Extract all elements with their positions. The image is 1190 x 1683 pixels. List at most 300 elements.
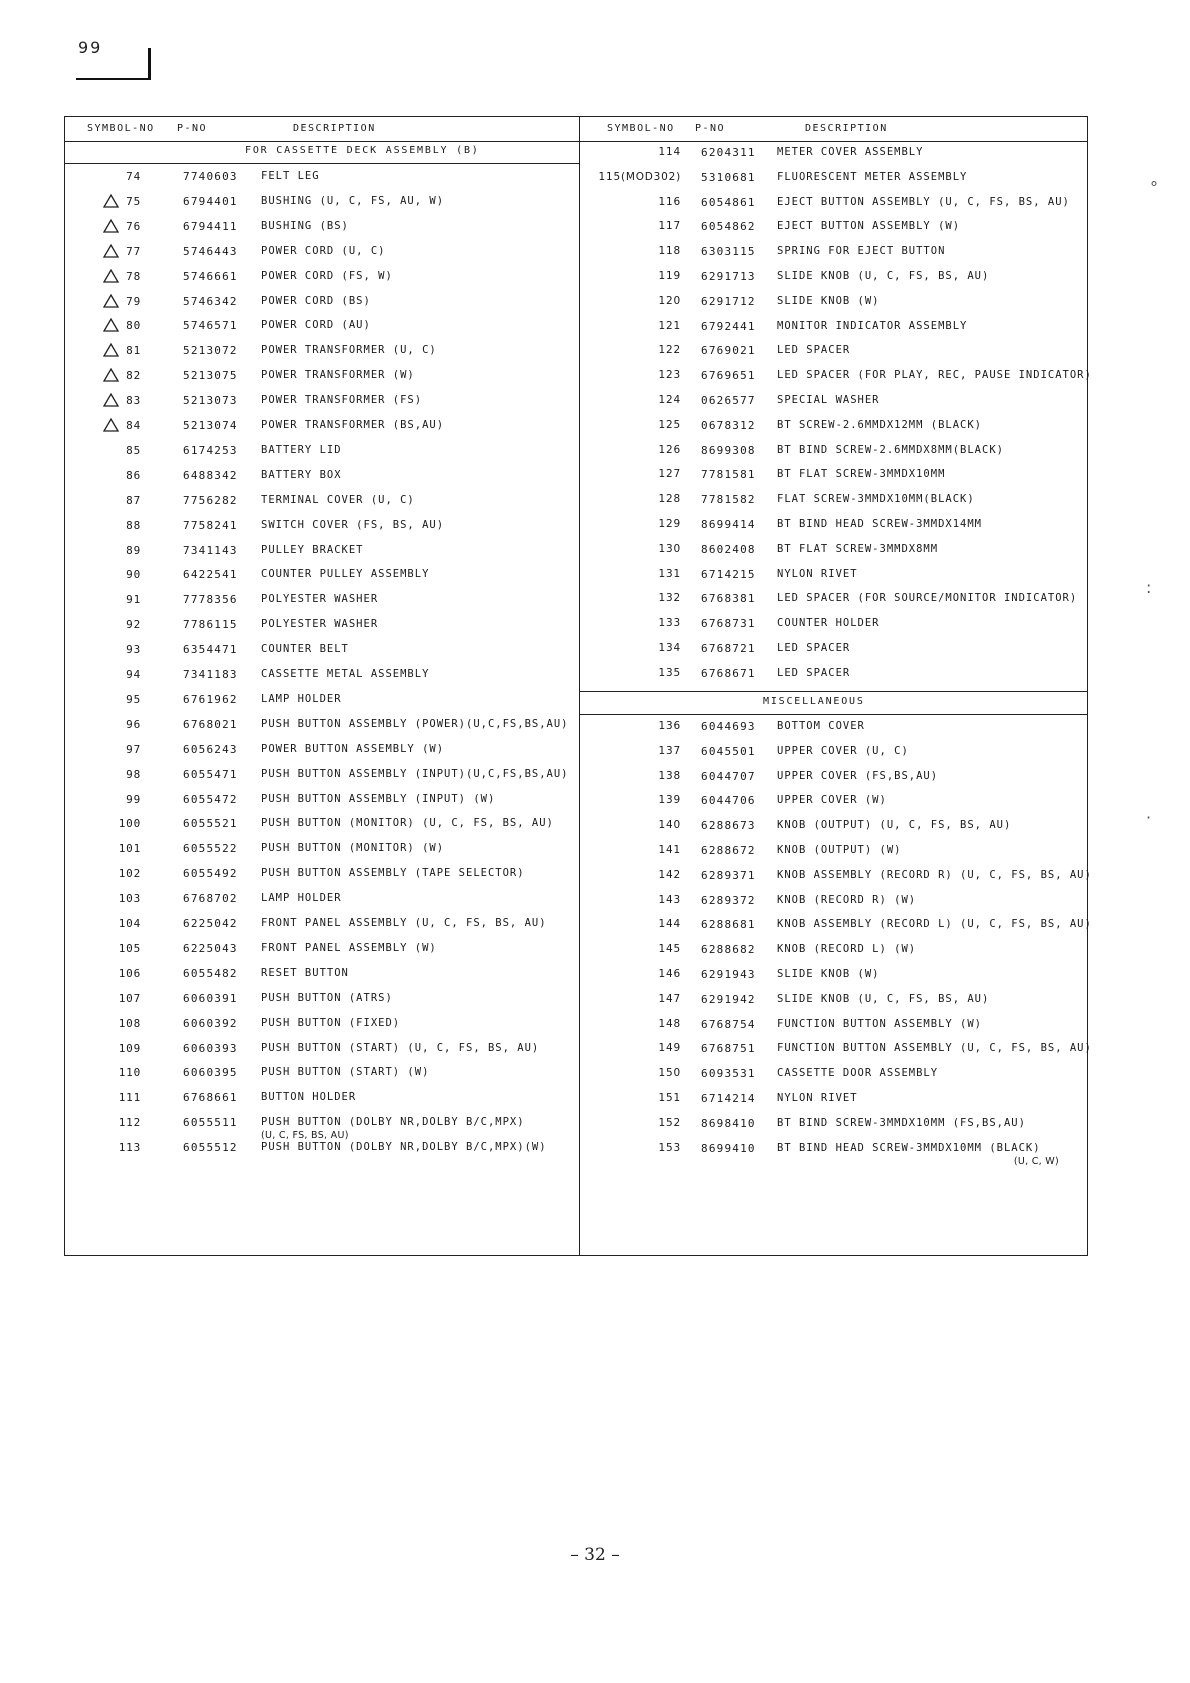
table-row bbox=[65, 790, 579, 812]
table-row bbox=[65, 1138, 579, 1160]
parts-list-table bbox=[64, 116, 1092, 1256]
description-cell: KNOB ASSEMBLY (RECORD R) (U, C, FS, BS, AU) bbox=[777, 868, 1092, 881]
part-number-cell: 6303115 bbox=[701, 245, 756, 259]
description-cell: RESET BUTTON bbox=[261, 966, 349, 979]
table-row bbox=[65, 541, 579, 563]
part-number-cell: 7781581 bbox=[701, 468, 756, 482]
table-row bbox=[65, 665, 579, 687]
left-column bbox=[65, 117, 580, 1255]
table-row bbox=[579, 1039, 1092, 1061]
symbol-no-cell: 152 bbox=[658, 1116, 681, 1129]
part-number-cell: 6794401 bbox=[183, 194, 238, 208]
table-row bbox=[579, 1015, 1087, 1037]
table-row bbox=[65, 914, 579, 936]
description-cell: BATTERY BOX bbox=[261, 468, 342, 481]
symbol-no-cell: 112 bbox=[118, 1116, 141, 1130]
symbol-no-cell: 74 bbox=[126, 170, 141, 183]
description-cell: BATTERY LID bbox=[261, 443, 342, 456]
symbol-no-cell: 139 bbox=[658, 794, 681, 807]
description-cell: LAMP HOLDER bbox=[261, 692, 342, 705]
table-row bbox=[579, 767, 1087, 789]
description-cell: KNOB (RECORD R) (W) bbox=[777, 893, 917, 906]
description-cell: BT FLAT SCREW-3MMDX8MM bbox=[777, 542, 939, 555]
part-number-cell: 5310681 bbox=[701, 170, 756, 184]
symbol-no-cell: 95 bbox=[126, 692, 141, 706]
symbol-no-cell: 129 bbox=[658, 518, 681, 530]
symbol-no-cell: 131 bbox=[658, 567, 681, 580]
part-number-cell: 8699414 bbox=[701, 518, 756, 531]
table-row bbox=[65, 167, 579, 189]
table-row bbox=[65, 441, 579, 463]
description-cell: BT FLAT SCREW-3MMDX10MM bbox=[777, 468, 946, 481]
table-row bbox=[579, 317, 1087, 339]
part-number-cell: 8699410 bbox=[701, 1141, 756, 1155]
description-continuation: (U, C, W) bbox=[1013, 1155, 1059, 1167]
table-row bbox=[579, 515, 1087, 537]
table-row bbox=[65, 242, 579, 264]
part-number-cell: 6794411 bbox=[183, 219, 238, 233]
table-row bbox=[579, 791, 1087, 813]
description-cell: NYLON RIVET bbox=[777, 567, 858, 580]
part-number-cell: 5746661 bbox=[183, 269, 238, 283]
part-number-cell: 6768721 bbox=[701, 642, 756, 655]
table-row bbox=[65, 740, 579, 762]
table-row bbox=[579, 639, 1087, 661]
symbol-no-cell: 104 bbox=[118, 917, 141, 930]
part-number-cell: 6055522 bbox=[183, 842, 238, 856]
table-row bbox=[579, 915, 1092, 937]
table-row bbox=[65, 814, 579, 836]
symbol-no-cell: 111 bbox=[118, 1091, 141, 1105]
corner-bar-horizontal bbox=[76, 78, 150, 80]
symbol-no-cell: 118 bbox=[658, 245, 681, 258]
description-cell: FLUORESCENT METER ASSEMBLY bbox=[777, 170, 968, 183]
symbol-no-cell: 115(MOD302) bbox=[598, 170, 681, 183]
part-number-cell: 6768751 bbox=[701, 1042, 756, 1056]
table-row bbox=[65, 690, 579, 712]
symbol-no-cell: 121 bbox=[658, 319, 681, 332]
part-number-cell: 7341183 bbox=[183, 668, 238, 681]
scan-speck: ° bbox=[1150, 178, 1158, 197]
symbol-no-cell: 84 bbox=[126, 419, 141, 432]
part-number-cell: 7781582 bbox=[701, 493, 756, 507]
description-cell: FUNCTION BUTTON ASSEMBLY (U, C, FS, BS, AU) bbox=[777, 1042, 1092, 1055]
symbol-no-cell: 77 bbox=[126, 244, 141, 258]
table-row bbox=[65, 516, 579, 538]
description-cell: COUNTER PULLEY ASSEMBLY bbox=[261, 568, 430, 581]
description-cell: BT BIND HEAD SCREW-3MMDX14MM bbox=[777, 518, 983, 530]
table-row bbox=[579, 866, 1092, 888]
symbol-no-cell: 141 bbox=[658, 844, 681, 856]
description-cell: BT SCREW-2.6MMDX12MM (BLACK) bbox=[777, 418, 983, 431]
table-row bbox=[65, 715, 579, 737]
part-number-cell: 6060391 bbox=[183, 991, 238, 1005]
symbol-no-cell: 89 bbox=[126, 543, 141, 557]
description-cell: PUSH BUTTON (MONITOR) (W) bbox=[261, 842, 445, 855]
part-number-cell: 6054862 bbox=[701, 220, 756, 234]
table-row bbox=[65, 366, 579, 388]
description-cell: LED SPACER bbox=[777, 642, 851, 654]
part-number-cell: 6769651 bbox=[701, 369, 756, 383]
table-row bbox=[65, 192, 579, 214]
description-cell: NYLON RIVET bbox=[777, 1092, 858, 1104]
part-number-cell: 7756282 bbox=[183, 493, 238, 507]
symbol-no-cell: 130 bbox=[658, 542, 681, 555]
table-row bbox=[65, 939, 579, 961]
header-symbol-no: SYMBOL-NO bbox=[87, 123, 155, 134]
symbol-no-cell: 122 bbox=[658, 344, 681, 357]
corner-page-code: 99 bbox=[78, 38, 103, 57]
symbol-no-cell: 87 bbox=[126, 493, 141, 507]
description-cell: PUSH BUTTON (DOLBY NR,DOLBY B/C,MPX)(W) bbox=[261, 1141, 547, 1154]
part-number-cell: 6768754 bbox=[701, 1017, 756, 1031]
description-cell: BOTTOM COVER bbox=[777, 720, 865, 732]
table-row bbox=[579, 465, 1087, 487]
table-row bbox=[579, 717, 1087, 739]
header-description: DESCRIPTION bbox=[293, 123, 376, 134]
symbol-no-cell: 90 bbox=[126, 568, 141, 582]
symbol-no-cell: 100 bbox=[118, 817, 141, 831]
description-cell: SLIDE KNOB (W) bbox=[777, 968, 880, 980]
table-row bbox=[579, 891, 1087, 913]
part-number-cell: 6044707 bbox=[701, 769, 756, 783]
symbol-no-cell: 93 bbox=[126, 643, 141, 657]
symbol-no-cell: 109 bbox=[118, 1041, 141, 1055]
part-number-cell: 8698410 bbox=[701, 1116, 756, 1130]
symbol-no-cell: 91 bbox=[126, 593, 141, 607]
symbol-no-cell: 88 bbox=[126, 518, 141, 532]
part-number-cell: 5213073 bbox=[183, 394, 238, 408]
description-cell: SLIDE KNOB (W) bbox=[777, 294, 880, 307]
scan-speck: · bbox=[1146, 808, 1152, 827]
symbol-no-cell: 117 bbox=[658, 220, 681, 233]
description-cell: POWER BUTTON ASSEMBLY (W) bbox=[261, 742, 445, 755]
symbol-no-cell: 140 bbox=[658, 819, 681, 832]
description-cell: EJECT BUTTON ASSEMBLY (U, C, FS, BS, AU) bbox=[777, 195, 1070, 208]
part-number-cell: 5746443 bbox=[183, 244, 238, 258]
symbol-no-cell: 138 bbox=[658, 769, 681, 782]
description-cell: PUSH BUTTON ASSEMBLY (INPUT)(U,C,FS,BS,AU) bbox=[261, 767, 569, 780]
table-row bbox=[579, 366, 1092, 388]
part-number-cell: 6289372 bbox=[701, 893, 756, 907]
description-cell: SPECIAL WASHER bbox=[777, 394, 880, 406]
description-cell: FLAT SCREW-3MMDX10MM(BLACK) bbox=[777, 493, 975, 506]
table-row bbox=[579, 940, 1087, 962]
section-title: MISCELLANEOUS bbox=[763, 696, 865, 707]
description-cell: UPPER COVER (FS,BS,AU) bbox=[777, 769, 939, 782]
description-cell: LED SPACER bbox=[777, 666, 851, 679]
part-number-cell: 6060392 bbox=[183, 1016, 238, 1030]
description-cell: PUSH BUTTON (ATRS) bbox=[261, 991, 393, 1004]
description-cell: KNOB (RECORD L) (W) bbox=[777, 943, 917, 956]
description-cell: PUSH BUTTON (FIXED) bbox=[261, 1016, 401, 1029]
header-description: DESCRIPTION bbox=[805, 123, 888, 134]
symbol-no-cell: 102 bbox=[118, 867, 141, 881]
symbol-no-cell: 120 bbox=[658, 294, 681, 307]
symbol-no-cell: 107 bbox=[118, 991, 141, 1005]
description-cell: LED SPACER bbox=[777, 344, 851, 357]
part-number-cell: 6055521 bbox=[183, 817, 238, 831]
description-cell: TERMINAL COVER (U, C) bbox=[261, 493, 415, 506]
description-cell: BUTTON HOLDER bbox=[261, 1091, 357, 1104]
description-cell: PUSH BUTTON (START) (W) bbox=[261, 1066, 430, 1079]
part-number-cell: 6060395 bbox=[183, 1066, 238, 1080]
description-cell: FELT LEG bbox=[261, 170, 320, 182]
symbol-no-cell: 146 bbox=[658, 968, 681, 980]
part-number-cell: 6354471 bbox=[183, 643, 238, 657]
table-row bbox=[579, 1064, 1087, 1086]
symbol-no-cell: 137 bbox=[658, 744, 681, 757]
table-row bbox=[65, 889, 579, 911]
part-number-cell: 6288682 bbox=[701, 943, 756, 957]
table-row bbox=[579, 391, 1087, 413]
table-row bbox=[579, 416, 1087, 438]
symbol-no-cell: 135 bbox=[658, 666, 681, 679]
symbol-no-cell: 94 bbox=[126, 668, 141, 681]
description-cell: BT BIND HEAD SCREW-3MMDX10MM (BLACK) bbox=[777, 1141, 1041, 1154]
table-row bbox=[579, 242, 1087, 264]
description-cell: PUSH BUTTON ASSEMBLY (POWER)(U,C,FS,BS,AU) bbox=[261, 717, 569, 730]
table-row bbox=[579, 965, 1087, 987]
symbol-no-cell: 132 bbox=[658, 592, 681, 605]
part-number-cell: 6768702 bbox=[183, 892, 238, 906]
part-number-cell: 0678312 bbox=[701, 418, 756, 432]
description-cell: POWER CORD (U, C) bbox=[261, 244, 386, 257]
symbol-no-cell: 125 bbox=[658, 418, 681, 431]
description-cell: MONITOR INDICATOR ASSEMBLY bbox=[777, 319, 968, 332]
description-cell: LAMP HOLDER bbox=[261, 892, 342, 905]
part-number-cell: 0626577 bbox=[701, 394, 756, 407]
symbol-no-cell: 147 bbox=[658, 992, 681, 1005]
part-number-cell: 6055492 bbox=[183, 867, 238, 881]
part-number-cell: 6055471 bbox=[183, 767, 238, 781]
part-number-cell: 6288673 bbox=[701, 819, 756, 833]
scan-speck: : bbox=[1146, 578, 1152, 597]
table-row bbox=[579, 1139, 1087, 1167]
description-continuation: (U, C, FS, BS, AU) bbox=[261, 1130, 349, 1142]
symbol-no-cell: 81 bbox=[126, 344, 141, 358]
description-cell: KNOB (OUTPUT) (W) bbox=[777, 844, 902, 856]
description-cell: POWER CORD (BS) bbox=[261, 294, 371, 307]
part-number-cell: 5213074 bbox=[183, 419, 238, 432]
table-row bbox=[65, 316, 579, 338]
description-cell: BT BIND SCREW-3MMDX10MM (FS,BS,AU) bbox=[777, 1116, 1026, 1129]
table-row bbox=[65, 341, 579, 363]
part-number-cell: 6045501 bbox=[701, 744, 756, 758]
symbol-no-cell: 126 bbox=[658, 443, 681, 456]
table-row bbox=[579, 490, 1087, 512]
symbol-no-cell: 79 bbox=[126, 294, 141, 308]
table-row bbox=[65, 267, 579, 289]
table-row bbox=[579, 664, 1087, 686]
symbol-no-cell: 99 bbox=[126, 792, 141, 806]
symbol-no-cell: 143 bbox=[658, 893, 681, 906]
table-row bbox=[65, 1113, 579, 1142]
symbol-no-cell: 75 bbox=[126, 194, 141, 208]
table-row bbox=[65, 491, 579, 513]
part-number-cell: 6225042 bbox=[183, 917, 238, 930]
symbol-no-cell: 97 bbox=[126, 742, 141, 756]
part-number-cell: 6291942 bbox=[701, 992, 756, 1006]
symbol-no-cell: 92 bbox=[126, 618, 141, 632]
part-number-cell: 6055512 bbox=[183, 1141, 238, 1155]
description-cell: FRONT PANEL ASSEMBLY (W) bbox=[261, 941, 437, 954]
table-row bbox=[579, 1089, 1087, 1111]
symbol-no-cell: 82 bbox=[126, 369, 141, 383]
description-cell: BT BIND SCREW-2.6MMDX8MM(BLACK) bbox=[777, 443, 1004, 456]
description-cell: BUSHING (BS) bbox=[261, 219, 349, 232]
symbol-no-cell: 96 bbox=[126, 717, 141, 731]
table-row bbox=[65, 765, 579, 787]
table-row bbox=[65, 989, 579, 1011]
symbol-no-cell: 114 bbox=[658, 146, 681, 158]
description-cell: PUSH BUTTON ASSEMBLY (TAPE SELECTOR) bbox=[261, 867, 525, 880]
symbol-no-cell: 128 bbox=[658, 493, 681, 506]
table-row bbox=[579, 217, 1087, 239]
part-number-cell: 6055482 bbox=[183, 966, 238, 980]
section-heading-cassette-deck bbox=[65, 141, 579, 164]
description-cell: POWER CORD (FS, W) bbox=[261, 269, 393, 282]
part-number-cell: 6291712 bbox=[701, 294, 756, 308]
symbol-no-cell: 153 bbox=[658, 1141, 681, 1154]
symbol-no-cell: 98 bbox=[126, 767, 141, 781]
part-number-cell: 6093531 bbox=[701, 1067, 756, 1081]
symbol-no-cell: 150 bbox=[658, 1067, 681, 1080]
corner-bar-vertical bbox=[148, 48, 151, 80]
part-number-cell: 6055472 bbox=[183, 792, 238, 806]
description-cell: POWER TRANSFORMER (U, C) bbox=[261, 344, 437, 357]
part-number-cell: 6044693 bbox=[701, 720, 756, 733]
table-row bbox=[65, 1063, 579, 1085]
table-row bbox=[579, 341, 1087, 363]
description-cell: LED SPACER (FOR SOURCE/MONITOR INDICATOR) bbox=[777, 592, 1078, 605]
part-number-cell: 6422541 bbox=[183, 568, 238, 582]
part-number-cell: 7740603 bbox=[183, 170, 238, 183]
table-row bbox=[579, 193, 1087, 215]
description-cell: FUNCTION BUTTON ASSEMBLY (W) bbox=[777, 1017, 983, 1030]
description-cell: PULLEY BRACKET bbox=[261, 543, 364, 556]
part-number-cell: 6768731 bbox=[701, 617, 756, 631]
table-row bbox=[579, 143, 1087, 165]
description-cell: LED SPACER (FOR PLAY, REC, PAUSE INDICATOR) bbox=[777, 369, 1092, 382]
description-cell: BUSHING (U, C, FS, AU, W) bbox=[261, 194, 445, 207]
part-number-cell: 6792441 bbox=[701, 319, 756, 333]
symbol-no-cell: 116 bbox=[658, 195, 681, 208]
symbol-no-cell: 136 bbox=[658, 720, 681, 732]
part-number-cell: 6488342 bbox=[183, 468, 238, 482]
part-number-cell: 6174253 bbox=[183, 443, 238, 457]
symbol-no-cell: 142 bbox=[658, 868, 681, 881]
part-number-cell: 5746342 bbox=[183, 294, 238, 308]
table-row bbox=[579, 292, 1087, 314]
table-row bbox=[65, 839, 579, 861]
symbol-no-cell: 113 bbox=[118, 1141, 141, 1155]
table-row bbox=[65, 1088, 579, 1110]
symbol-no-cell: 123 bbox=[658, 369, 681, 382]
table-row bbox=[579, 267, 1087, 289]
description-cell: PUSH BUTTON (START) (U, C, FS, BS, AU) bbox=[261, 1041, 540, 1054]
part-number-cell: 6768381 bbox=[701, 592, 756, 606]
part-number-cell: 5213075 bbox=[183, 369, 238, 383]
symbol-no-cell: 103 bbox=[118, 892, 141, 906]
table-row bbox=[579, 816, 1087, 838]
description-cell: SLIDE KNOB (U, C, FS, BS, AU) bbox=[777, 992, 990, 1005]
description-cell: KNOB (OUTPUT) (U, C, FS, BS, AU) bbox=[777, 819, 1012, 832]
symbol-no-cell: 149 bbox=[658, 1042, 681, 1055]
part-number-cell: 6291943 bbox=[701, 968, 756, 981]
description-cell: SLIDE KNOB (U, C, FS, BS, AU) bbox=[777, 270, 990, 282]
symbol-no-cell: 110 bbox=[118, 1066, 141, 1080]
symbol-no-cell: 85 bbox=[126, 443, 141, 457]
table-row bbox=[65, 565, 579, 587]
right-column bbox=[579, 117, 1092, 1255]
header-symbol-no: SYMBOL-NO bbox=[607, 123, 675, 134]
symbol-no-cell: 127 bbox=[658, 468, 681, 481]
symbol-no-cell: 101 bbox=[118, 842, 141, 856]
part-number-cell: 6768671 bbox=[701, 666, 756, 680]
part-number-cell: 6768021 bbox=[183, 717, 238, 731]
description-cell: PUSH BUTTON ASSEMBLY (INPUT) (W) bbox=[261, 792, 496, 805]
symbol-no-cell: 83 bbox=[126, 394, 141, 408]
symbol-no-cell: 76 bbox=[126, 219, 141, 233]
section-heading-miscellaneous bbox=[579, 691, 1087, 715]
table-row bbox=[579, 742, 1087, 764]
part-number-cell: 6204311 bbox=[701, 146, 756, 159]
description-cell: POLYESTER WASHER bbox=[261, 593, 379, 606]
part-number-cell: 6060393 bbox=[183, 1041, 238, 1055]
part-number-cell: 6761962 bbox=[183, 692, 238, 706]
left-header-row bbox=[65, 117, 579, 142]
table-row bbox=[579, 441, 1087, 463]
part-number-cell: 7786115 bbox=[183, 618, 238, 632]
table-row bbox=[579, 540, 1087, 562]
table-row bbox=[65, 416, 579, 438]
page-number: – 32 – bbox=[570, 1545, 620, 1565]
table-row bbox=[65, 292, 579, 314]
table-row bbox=[579, 1114, 1087, 1136]
symbol-no-cell: 133 bbox=[658, 617, 681, 630]
symbol-no-cell: 119 bbox=[658, 270, 681, 282]
description-cell: KNOB ASSEMBLY (RECORD L) (U, C, FS, BS, AU) bbox=[777, 918, 1092, 931]
part-number-cell: 6056243 bbox=[183, 742, 238, 756]
description-cell: POWER CORD (AU) bbox=[261, 319, 371, 332]
description-cell: SPRING FOR EJECT BUTTON bbox=[777, 245, 946, 258]
description-cell: EJECT BUTTON ASSEMBLY (W) bbox=[777, 220, 961, 233]
table-row bbox=[65, 615, 579, 637]
table-row bbox=[579, 990, 1087, 1012]
table-row bbox=[65, 864, 579, 886]
right-header-row bbox=[579, 117, 1087, 142]
part-number-cell: 8602408 bbox=[701, 542, 756, 556]
description-cell: COUNTER BELT bbox=[261, 643, 349, 656]
table-row bbox=[65, 640, 579, 662]
description-cell: SWITCH COVER (FS, BS, AU) bbox=[261, 518, 445, 531]
description-cell: METER COVER ASSEMBLY bbox=[777, 146, 924, 158]
header-p-no: P-NO bbox=[177, 123, 208, 134]
part-number-cell: 7758241 bbox=[183, 518, 238, 532]
description-cell: CASSETTE METAL ASSEMBLY bbox=[261, 668, 430, 680]
description-cell: POWER TRANSFORMER (W) bbox=[261, 369, 415, 382]
corner-mark bbox=[38, 20, 112, 62]
table-row bbox=[579, 614, 1087, 636]
table-row bbox=[579, 841, 1087, 863]
symbol-no-cell: 124 bbox=[658, 394, 681, 406]
part-number-cell: 6054861 bbox=[701, 195, 756, 209]
part-number-cell: 5213072 bbox=[183, 344, 238, 358]
header-p-no: P-NO bbox=[695, 123, 726, 134]
symbol-no-cell: 151 bbox=[658, 1092, 681, 1104]
part-number-cell: 6714215 bbox=[701, 567, 756, 581]
